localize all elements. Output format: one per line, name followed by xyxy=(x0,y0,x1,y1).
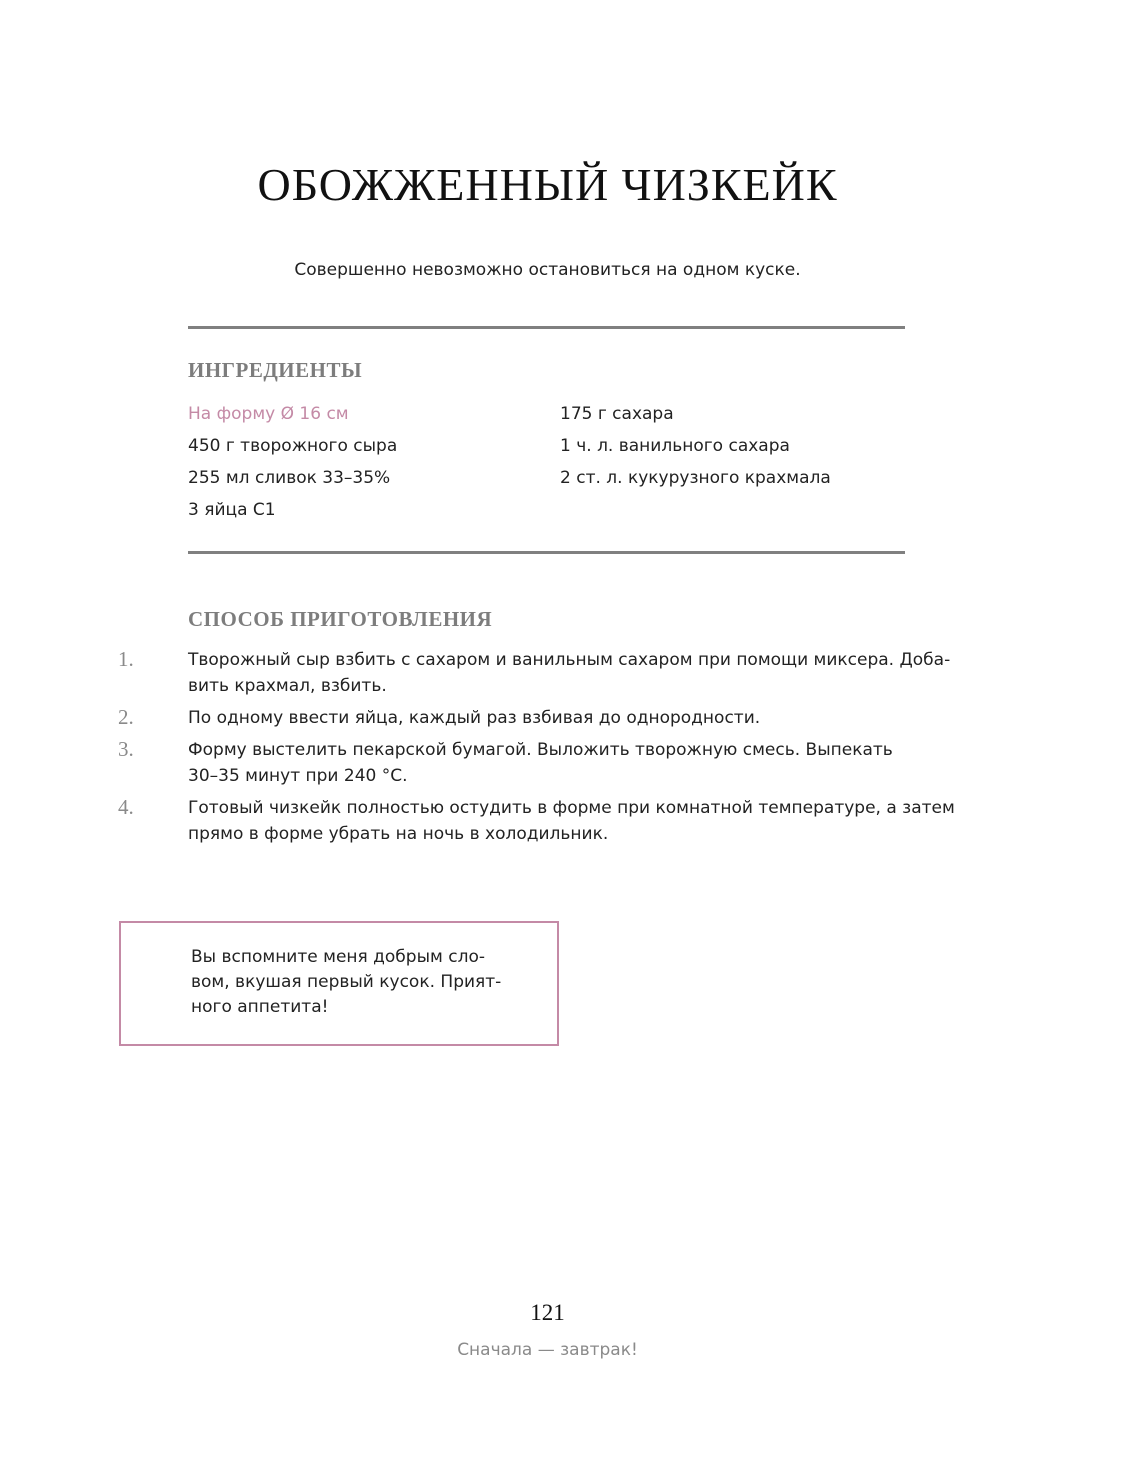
running-footer: Сначала — завтрак! xyxy=(457,1340,638,1360)
tip-text: Вы вспомните меня добрым сло- вом, вкушая первый кусок. Прият- ного аппетита! xyxy=(191,947,502,1017)
method-step xyxy=(118,795,978,847)
ingredient-item: 255 мл сливок 33–35% xyxy=(188,468,391,488)
method-step xyxy=(118,705,978,731)
step-number: 2. xyxy=(118,705,134,729)
step-text: По одному ввести яйца, каждый раз взбивая до однородности. xyxy=(188,708,761,728)
ingredients-column-left xyxy=(188,398,397,526)
divider-bottom xyxy=(188,551,905,554)
divider-top xyxy=(188,326,905,329)
ingredient-item: 175 г сахара xyxy=(560,404,674,424)
ingredients-column-right xyxy=(560,398,831,494)
ingredient-item: 3 яйца С1 xyxy=(188,500,276,520)
ingredient-item: 2 ст. л. кукурузного крахмала xyxy=(560,468,831,488)
step-text: Форму выстелить пекарской бумагой. Выложить творожную смесь. Выпекать 30–35 минут при 240 °С. xyxy=(188,740,893,786)
pan-size-note: На форму Ø 16 см xyxy=(188,404,349,424)
ingredients-heading: ИНГРЕДИЕНТЫ xyxy=(188,358,363,382)
ingredient-item: 450 г творожного сыра xyxy=(188,436,398,456)
method-step xyxy=(118,737,978,789)
step-text: Творожный сыр взбить с сахаром и ванильным сахаром при помощи миксера. Доба- вить крахмал, взбить. xyxy=(188,650,951,696)
step-number: 1. xyxy=(118,647,134,671)
recipe-title: ОБОЖЖЕННЫЙ ЧИЗКЕЙК xyxy=(257,159,838,210)
method-steps-list xyxy=(118,647,978,853)
recipe-subtitle: Совершенно невозможно остановиться на одном куске. xyxy=(294,260,801,280)
step-text: Готовый чизкейк полностью остудить в форме при комнатной температуре, а затем прямо в форме убрать на ночь в холодильник. xyxy=(188,798,955,844)
page-number: 121 xyxy=(530,1300,565,1325)
method-step xyxy=(118,647,978,699)
method-heading: СПОСОБ ПРИГОТОВЛЕНИЯ xyxy=(188,607,493,631)
step-number: 3. xyxy=(118,737,134,761)
step-number: 4. xyxy=(118,795,134,819)
ingredient-item: 1 ч. л. ванильного сахара xyxy=(560,436,790,456)
tip-box xyxy=(119,921,559,1046)
